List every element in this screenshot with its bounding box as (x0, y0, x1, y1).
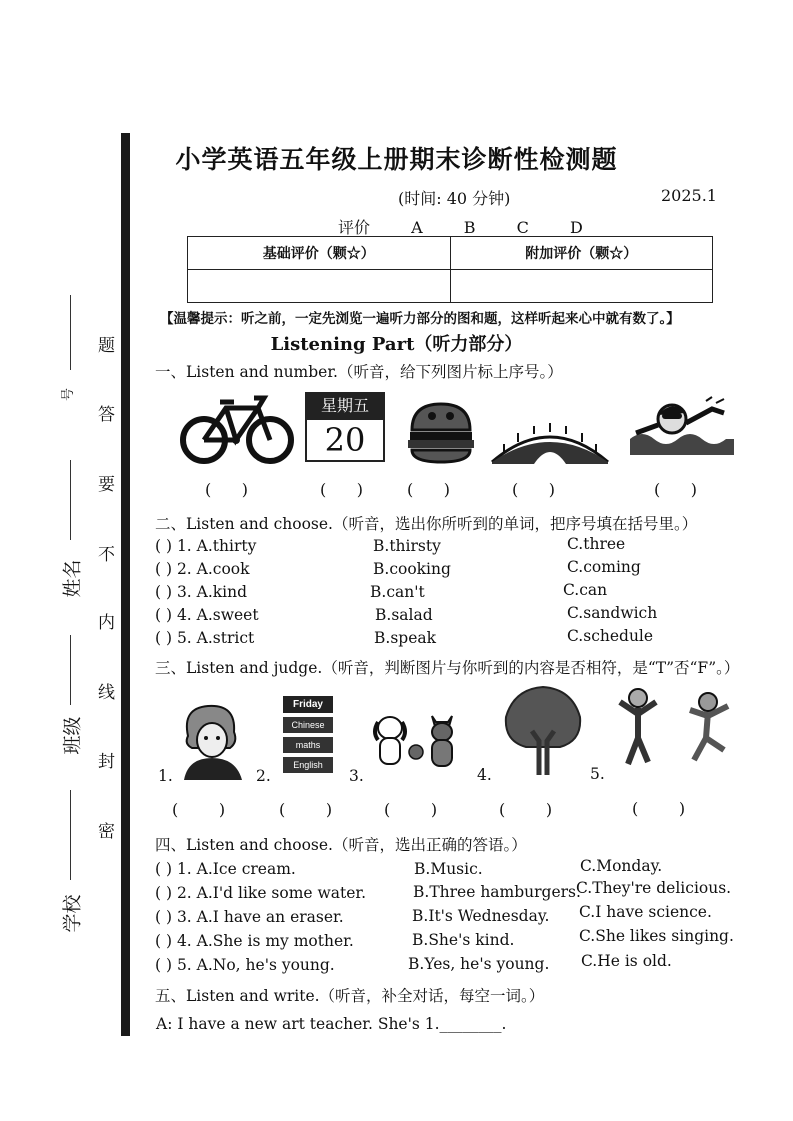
s4-q1-c: C.Monday. (580, 857, 663, 875)
tree-icon (502, 683, 584, 777)
section4-heading: 四、Listen and choose.（听音，选出正确的答语。） (155, 836, 527, 854)
s4-q4-a[interactable]: ( ) 4. A.She is my mother. (155, 932, 354, 950)
s4-q2-c: C.They're delicious. (576, 879, 732, 897)
hamburger-icon (406, 402, 476, 464)
seal-char: 题 (98, 336, 115, 356)
seal-char: 密 (98, 822, 115, 842)
s4-q3-a[interactable]: ( ) 3. A.I have an eraser. (155, 908, 344, 926)
s3-num-2: 2. (256, 767, 271, 785)
s2-q4-c: C.sandwich (567, 604, 658, 622)
s2-q5-c: C.schedule (567, 627, 654, 645)
s2-q1-b: B.thirsty (373, 537, 441, 555)
s4-q4-b: B.She's kind. (412, 931, 515, 949)
schedule-card (283, 696, 333, 773)
basic-eval-header: 基础评价（颗☆） (188, 237, 451, 270)
seal-char: 内 (98, 613, 115, 633)
swimmer-icon (628, 395, 736, 457)
s3-num-3: 3. (349, 767, 364, 785)
s4-q4-c: C.She likes singing. (579, 927, 734, 945)
section3-heading: 三、Listen and judge.（听音，判断图片与你听到的内容是否相符，是“T”否“F”。） (155, 659, 740, 677)
school-label: 学校 (61, 894, 84, 933)
answer-blank[interactable]: ( ) (499, 800, 553, 819)
answer-blank[interactable]: ( ) (320, 480, 363, 499)
s2-q2-b: B.cooking (373, 560, 451, 578)
s3-num-1: 1. (158, 767, 173, 785)
grandma-icon (178, 702, 246, 780)
seal-char: 答 (98, 405, 115, 425)
s4-q3-c: C.I have science. (579, 903, 712, 921)
grade-d: D (569, 218, 583, 237)
s2-q5-a[interactable]: ( ) 5. A.strict (155, 629, 255, 647)
extra-eval-header: 附加评价（颗☆） (450, 237, 713, 270)
seal-char: 不 (98, 545, 115, 565)
calendar-date: 20 (305, 420, 385, 462)
seal-char: 封 (98, 752, 115, 772)
answer-blank[interactable]: ( ) (654, 480, 697, 499)
s2-q2-a[interactable]: ( ) 2. A.cook (155, 560, 250, 578)
part-title: Listening Part（听力部分） (270, 334, 523, 355)
schedule-subject: maths (283, 737, 333, 753)
s4-q2-b: B.Three hamburgers. (413, 883, 581, 901)
s4-q2-a[interactable]: ( ) 2. A.I'd like some water. (155, 884, 367, 902)
answer-blank[interactable]: ( ) (279, 800, 333, 819)
s4-q1-b: B.Music. (414, 860, 483, 878)
name-line (70, 460, 71, 540)
extra-eval-cell[interactable] (450, 270, 713, 303)
page-title: 小学英语五年级上册期末诊断性检测题 (175, 145, 618, 174)
tip-text: 【温馨提示：听之前，一定先浏览一遍听力部分的图和题，这样听起来心中就有数了。】 (160, 311, 680, 327)
grade-a: A (411, 218, 423, 237)
seal-char: 要 (98, 475, 115, 495)
s2-q2-c: C.coming (567, 558, 641, 576)
evaluation-table (187, 236, 713, 303)
seal-char: 线 (98, 683, 115, 703)
s2-q4-b: B.salad (375, 606, 433, 624)
s4-q1-a[interactable]: ( ) 1. A.Ice cream. (155, 860, 296, 878)
s2-q3-b: B.can't (370, 583, 425, 601)
s2-q1-c: C.three (567, 535, 626, 553)
s4-q5-b: B.Yes, he's young. (408, 955, 550, 973)
number-label: 号 (61, 387, 77, 402)
s4-q5-c: C.He is old. (581, 952, 672, 970)
section5-heading: 五、Listen and write.（听音，补全对话，每空一词。） (155, 987, 545, 1005)
answer-blank[interactable]: ( ) (407, 480, 450, 499)
dancing-kids-icon (612, 684, 736, 768)
grade-c: C (516, 218, 529, 237)
binding-bar (121, 133, 130, 1036)
name-label: 姓名 (61, 559, 84, 598)
s3-num-5: 5. (590, 765, 605, 783)
section2-heading: 二、Listen and choose.（听音，选出你所听到的单词，把序号填在括号里。） (155, 515, 698, 533)
answer-blank[interactable]: ( ) (512, 480, 555, 499)
schedule-subject: English (283, 757, 333, 773)
basic-eval-cell[interactable] (188, 270, 451, 303)
grade-row (338, 215, 609, 238)
s4-q5-a[interactable]: ( ) 5. A.No, he's young. (155, 956, 335, 974)
s2-q3-a[interactable]: ( ) 3. A.kind (155, 583, 248, 601)
answer-blank[interactable]: ( ) (384, 800, 438, 819)
s2-q1-a[interactable]: ( ) 1. A.thirty (155, 537, 257, 555)
schedule-subject: Chinese (283, 717, 333, 733)
calendar-icon (305, 392, 385, 464)
answer-blank[interactable]: ( ) (172, 800, 226, 819)
s3-num-4: 4. (477, 766, 492, 784)
s2-q3-c: C.can (563, 581, 608, 599)
dogs-icon (370, 708, 464, 776)
s4-q3-b: B.It's Wednesday. (412, 907, 550, 925)
time-limit: (时间: 40 分钟) (398, 189, 511, 208)
section1-heading: 一、Listen and number.（听音，给下列图片标上序号。） (155, 363, 563, 381)
s5-line1[interactable]: A: I have a new art teacher. She's 1.________. (156, 1015, 507, 1033)
grade-b: B (463, 218, 476, 237)
s2-q5-b: B.speak (374, 629, 436, 647)
schedule-day: Friday (283, 696, 333, 713)
exam-date: 2025.1 (661, 186, 717, 205)
bridge-icon (490, 418, 610, 464)
calendar-day: 星期五 (305, 392, 385, 420)
s2-q4-a[interactable]: ( ) 4. A.sweet (155, 606, 259, 624)
answer-blank[interactable]: ( ) (632, 799, 686, 818)
school-line (70, 790, 71, 880)
grade-label: 评价 (338, 218, 371, 237)
class-line (70, 635, 71, 705)
answer-blank[interactable]: ( ) (205, 480, 248, 499)
bicycle-icon (180, 390, 294, 468)
class-label: 班级 (61, 716, 84, 755)
